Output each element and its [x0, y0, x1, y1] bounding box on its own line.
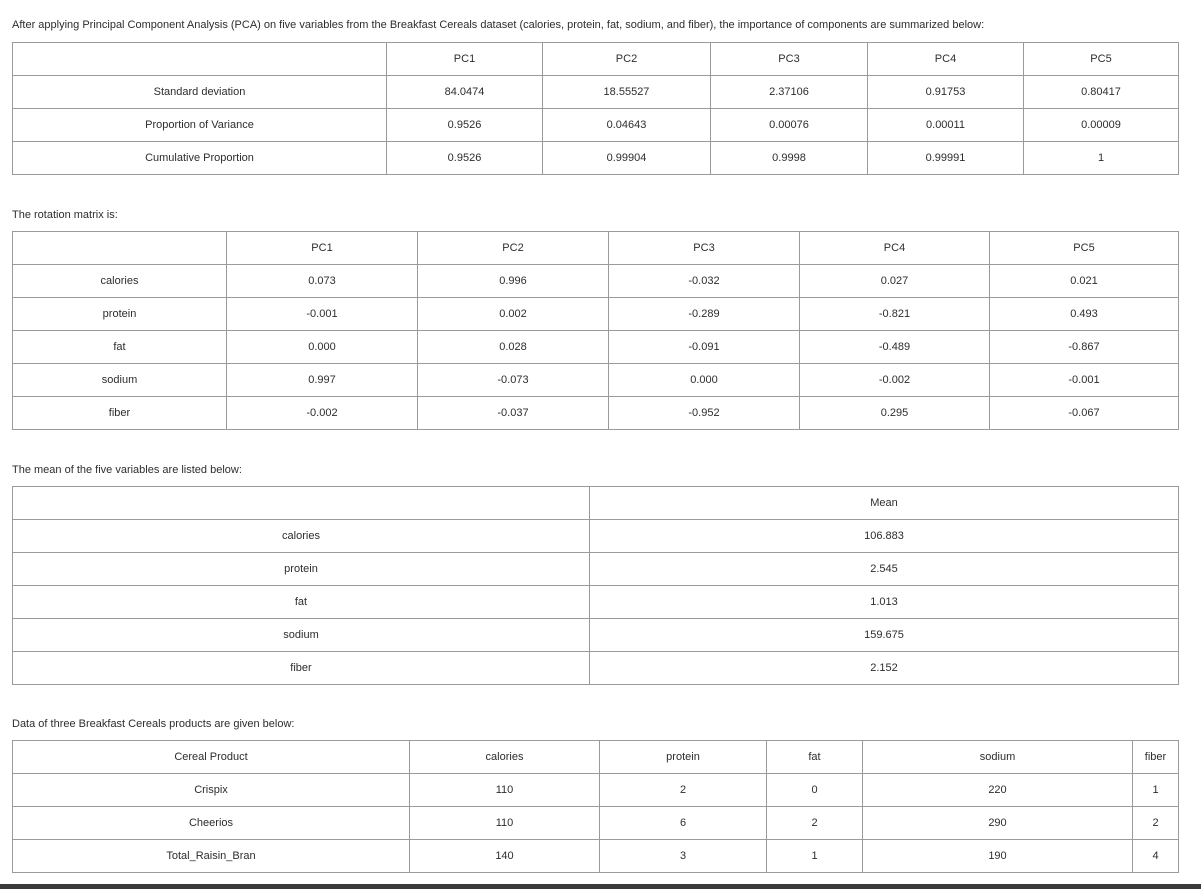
- table-row: [13, 76, 1179, 109]
- table-cell: 1.013: [590, 586, 1179, 619]
- bottom-divider: [0, 884, 1201, 889]
- table-cell: -0.037: [418, 397, 609, 430]
- table-cell: 2.545: [590, 553, 1179, 586]
- table-cell: 18.55527: [543, 76, 711, 109]
- header-cell: PC4: [800, 232, 990, 265]
- table-row: [13, 397, 1179, 430]
- header-cell: fiber: [1133, 741, 1179, 774]
- table-cell: 6: [600, 807, 767, 840]
- table-cell: 0.9526: [387, 142, 543, 175]
- row-label: fiber: [13, 397, 227, 430]
- header-cell: Cereal Product: [13, 741, 410, 774]
- table-header-row: [13, 487, 1179, 520]
- table-cell: 2.152: [590, 652, 1179, 685]
- table-cell: 4: [1133, 840, 1179, 873]
- table-cell: -0.002: [800, 364, 990, 397]
- rotation-table: [12, 231, 1179, 430]
- header-cell: PC2: [543, 43, 711, 76]
- table-cell: 110: [410, 807, 600, 840]
- header-cell: fat: [767, 741, 863, 774]
- table-cell: 0.99904: [543, 142, 711, 175]
- table-header-row: [13, 43, 1179, 76]
- table-row: [13, 774, 1179, 807]
- row-label: Crispix: [13, 774, 410, 807]
- table-cell: 2: [1133, 807, 1179, 840]
- table-row: [13, 520, 1179, 553]
- table-cell: 0.002: [418, 298, 609, 331]
- table-cell: 0.996: [418, 265, 609, 298]
- table-cell: -0.489: [800, 331, 990, 364]
- table-cell: 0: [767, 774, 863, 807]
- row-label: Standard deviation: [13, 76, 387, 109]
- table-cell: 0.493: [990, 298, 1179, 331]
- table-cell: -0.952: [609, 397, 800, 430]
- row-label: sodium: [13, 619, 590, 652]
- table-cell: 1: [767, 840, 863, 873]
- table-cell: 0.000: [609, 364, 800, 397]
- table-cell: 0.91753: [868, 76, 1024, 109]
- table-row: [13, 142, 1179, 175]
- table-cell: 1: [1133, 774, 1179, 807]
- row-label: fat: [13, 331, 227, 364]
- row-label: protein: [13, 553, 590, 586]
- table-cell: 3: [600, 840, 767, 873]
- table-row: [13, 586, 1179, 619]
- table-cell: -0.001: [990, 364, 1179, 397]
- header-cell: PC2: [418, 232, 609, 265]
- table-cell: 0.997: [227, 364, 418, 397]
- table-cell: 290: [863, 807, 1133, 840]
- table-row: [13, 807, 1179, 840]
- importance-table: [12, 42, 1179, 175]
- table-cell: -0.821: [800, 298, 990, 331]
- table-cell: 0.027: [800, 265, 990, 298]
- header-cell: PC5: [1024, 43, 1179, 76]
- table-row: [13, 652, 1179, 685]
- table-cell: 140: [410, 840, 600, 873]
- table-cell: 84.0474: [387, 76, 543, 109]
- table-cell: 0.9526: [387, 109, 543, 142]
- rotation-text: The rotation matrix is:: [12, 209, 118, 221]
- header-cell: PC5: [990, 232, 1179, 265]
- table-cell: 0.00009: [1024, 109, 1179, 142]
- row-label: protein: [13, 298, 227, 331]
- table-cell: 0.000: [227, 331, 418, 364]
- table-cell: 110: [410, 774, 600, 807]
- table-cell: 106.883: [590, 520, 1179, 553]
- table-cell: 0.073: [227, 265, 418, 298]
- table-header-row: [13, 741, 1179, 774]
- table-cell: -0.001: [227, 298, 418, 331]
- table-cell: 0.00011: [868, 109, 1024, 142]
- header-cell: PC1: [227, 232, 418, 265]
- table-cell: -0.289: [609, 298, 800, 331]
- table-cell: -0.002: [227, 397, 418, 430]
- header-cell: [13, 487, 590, 520]
- table-cell: -0.091: [609, 331, 800, 364]
- table-cell: -0.067: [990, 397, 1179, 430]
- table-cell: -0.073: [418, 364, 609, 397]
- table-cell: 0.04643: [543, 109, 711, 142]
- table-cell: 0.295: [800, 397, 990, 430]
- header-cell: Mean: [590, 487, 1179, 520]
- table-row: [13, 298, 1179, 331]
- table-cell: 0.99991: [868, 142, 1024, 175]
- row-label: Cumulative Proportion: [13, 142, 387, 175]
- row-label: sodium: [13, 364, 227, 397]
- table-row: [13, 619, 1179, 652]
- table-cell: -0.867: [990, 331, 1179, 364]
- mean-table: [12, 486, 1179, 685]
- table-cell: 0.00076: [711, 109, 868, 142]
- row-label: Proportion of Variance: [13, 109, 387, 142]
- table-row: [13, 331, 1179, 364]
- header-cell: sodium: [863, 741, 1133, 774]
- table-cell: 2.37106: [711, 76, 868, 109]
- header-cell: PC1: [387, 43, 543, 76]
- table-cell: 2: [767, 807, 863, 840]
- table-row: [13, 840, 1179, 873]
- header-cell: protein: [600, 741, 767, 774]
- header-cell: PC3: [711, 43, 868, 76]
- table-cell: 0.021: [990, 265, 1179, 298]
- header-cell: PC3: [609, 232, 800, 265]
- table-row: [13, 364, 1179, 397]
- header-cell: PC4: [868, 43, 1024, 76]
- table-cell: 0.028: [418, 331, 609, 364]
- table-cell: 0.9998: [711, 142, 868, 175]
- table-cell: -0.032: [609, 265, 800, 298]
- table-row: [13, 553, 1179, 586]
- table-cell: 0.80417: [1024, 76, 1179, 109]
- header-cell: [13, 232, 227, 265]
- products-table: [12, 740, 1179, 873]
- products-text: Data of three Breakfast Cereals products are given below:: [12, 718, 295, 730]
- intro-text: After applying Principal Component Analysis (PCA) on five variables from the Breakfast Cereals dataset (calories, protein, fat, sodium, and fiber), the importance of components are summarized below:: [12, 19, 985, 31]
- table-cell: 1: [1024, 142, 1179, 175]
- table-cell: 190: [863, 840, 1133, 873]
- row-label: fiber: [13, 652, 590, 685]
- table-row: [13, 265, 1179, 298]
- mean-text: The mean of the five variables are listed below:: [12, 464, 242, 476]
- table-cell: 2: [600, 774, 767, 807]
- table-cell: 159.675: [590, 619, 1179, 652]
- table-header-row: [13, 232, 1179, 265]
- row-label: fat: [13, 586, 590, 619]
- table-cell: 220: [863, 774, 1133, 807]
- header-cell: calories: [410, 741, 600, 774]
- header-cell: [13, 43, 387, 76]
- table-row: [13, 109, 1179, 142]
- row-label: calories: [13, 265, 227, 298]
- row-label: Total_Raisin_Bran: [13, 840, 410, 873]
- row-label: Cheerios: [13, 807, 410, 840]
- row-label: calories: [13, 520, 590, 553]
